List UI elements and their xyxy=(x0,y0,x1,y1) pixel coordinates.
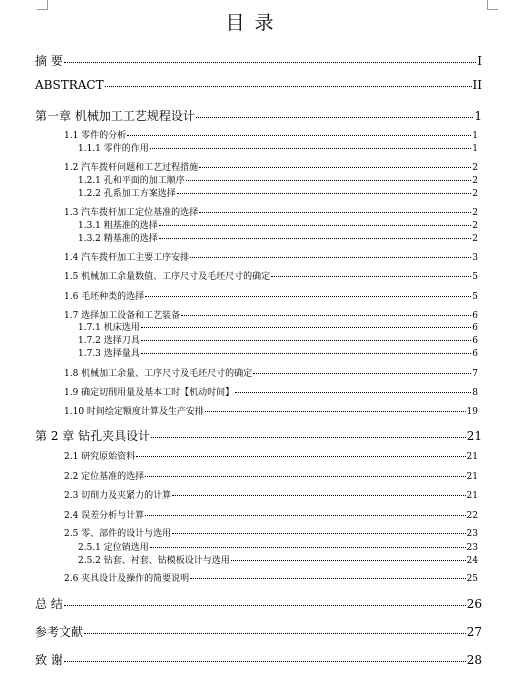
toc-entry-label: 1.9 确定切削用量及基本工时【机动时间】 xyxy=(64,388,235,398)
toc-entry[interactable] xyxy=(64,160,478,173)
toc-entry-label: 1.8 机械加工余量、工序尺寸及毛坯尺寸的确定 xyxy=(64,369,253,379)
toc-entry-page-number: 2 xyxy=(472,234,478,244)
toc-entry-label: 1.4 汽车拨杆加工主要工序安排 xyxy=(64,253,190,263)
toc-dot-leader xyxy=(145,296,471,297)
toc-entry-label: 2.4 误差分析与计算 xyxy=(64,511,145,521)
toc-dot-leader xyxy=(150,148,472,149)
toc-dot-leader xyxy=(235,392,471,393)
toc-entry-label: 摘 要 xyxy=(35,54,63,68)
toc-entry-label: 1.2 汽车拨杆问题和工艺过程措施 xyxy=(64,163,199,173)
toc-entry[interactable] xyxy=(64,404,478,417)
page-title: 目录 xyxy=(225,12,284,34)
toc-entry[interactable] xyxy=(78,540,478,553)
toc-entry-page-number: 26 xyxy=(466,597,482,611)
toc-entry-page-number: 25 xyxy=(466,574,478,584)
toc-entry-label: 1.7.2 选择刀具 xyxy=(78,336,140,346)
toc-dot-leader xyxy=(181,315,471,316)
toc-entry-page-number: 21 xyxy=(466,472,478,482)
toc-entry-label: 2.1 研究原始资料 xyxy=(64,452,136,462)
toc-entry[interactable] xyxy=(78,218,478,231)
toc-entry[interactable] xyxy=(78,186,478,199)
toc-entry-label: 2.5.2 钻套、衬套、钻模板设计与选用 xyxy=(78,556,230,566)
toc-entry[interactable] xyxy=(78,553,478,566)
toc-entry[interactable] xyxy=(64,385,478,398)
toc-entry[interactable] xyxy=(64,508,478,521)
toc-entry-label: 1.2.1 孔和平面的加工顺序 xyxy=(78,176,185,186)
toc-entry-page-number: 7 xyxy=(472,369,478,379)
toc-entry-label: 1.3.2 精基准的选择 xyxy=(78,234,158,244)
toc-entry-label: ABSTRACT xyxy=(35,78,104,92)
toc-entry[interactable] xyxy=(78,231,478,244)
toc-dot-leader xyxy=(190,257,471,258)
toc-entry-page-number: 2 xyxy=(472,163,478,173)
toc-dot-leader xyxy=(172,533,465,534)
toc-dot-leader xyxy=(199,167,471,168)
toc-entry-label: 1.5 机械加工余量数值、工序尺寸及毛坯尺寸的确定 xyxy=(64,272,271,282)
toc-entry-label: 1.1 零件的分析 xyxy=(64,131,127,141)
toc-entry[interactable] xyxy=(64,289,478,302)
toc-dot-leader xyxy=(64,661,466,662)
toc-dot-leader xyxy=(105,86,472,87)
toc-entry-page-number: I xyxy=(477,54,482,68)
toc-entry-page-number: II xyxy=(472,78,482,92)
toc-entry-page-number: 28 xyxy=(466,653,482,667)
toc-dot-leader xyxy=(145,515,465,516)
toc-entry[interactable] xyxy=(64,366,478,379)
toc-entry-label: 1.10 时间绘定额度计算及生产安排 xyxy=(64,407,204,417)
toc-entry-label: 2.3 切削力及夹紧力的计算 xyxy=(64,491,172,501)
toc-dot-leader xyxy=(253,373,471,374)
toc-entry-page-number: 27 xyxy=(466,625,482,639)
toc-dot-leader xyxy=(141,340,472,341)
toc-entry[interactable] xyxy=(64,250,478,263)
toc-dot-leader xyxy=(205,411,466,412)
toc-dot-leader xyxy=(172,495,465,496)
toc-entry[interactable] xyxy=(64,526,478,539)
toc-entry-label: 2.6 夹具设计及操作的简要说明 xyxy=(64,574,190,584)
toc-entry-page-number: 23 xyxy=(466,529,478,539)
toc-entry-label: 2.2 定位基准的选择 xyxy=(64,472,145,482)
toc-entry-page-number: 5 xyxy=(472,272,478,282)
toc-entry-page-number: 6 xyxy=(472,323,478,333)
toc-entry[interactable] xyxy=(64,571,478,584)
toc-entry-page-number: 3 xyxy=(472,253,478,263)
toc-entry-label: 第一章 机械加工工艺规程设计 xyxy=(35,109,195,123)
toc-entry-label: 致 谢 xyxy=(35,653,63,667)
toc-dot-leader xyxy=(145,476,465,477)
toc-dot-leader xyxy=(271,276,471,277)
toc-entry[interactable] xyxy=(35,107,482,124)
toc-entry[interactable] xyxy=(64,128,478,141)
toc-entry-page-number: 23 xyxy=(466,543,478,553)
toc-entry[interactable] xyxy=(35,595,482,612)
toc-entry[interactable] xyxy=(78,320,478,333)
toc-entry-label: 1.7.1 机床选用 xyxy=(78,323,140,333)
toc-entry[interactable] xyxy=(35,651,482,668)
toc-entry-page-number: 21 xyxy=(466,429,482,443)
toc-entry-label: 1.7.3 选择量具 xyxy=(78,349,140,359)
toc-dot-leader xyxy=(141,327,472,328)
toc-dot-leader xyxy=(159,238,472,239)
toc-entry-label: 1.1.1 零件的作用 xyxy=(78,144,149,154)
toc-entry-page-number: 21 xyxy=(466,452,478,462)
toc-entry[interactable] xyxy=(78,141,478,154)
toc-entry[interactable] xyxy=(64,269,478,282)
toc-dot-leader xyxy=(64,605,466,606)
toc-entry-page-number: 6 xyxy=(472,349,478,359)
toc-entry-page-number: 8 xyxy=(472,388,478,398)
toc-dot-leader xyxy=(127,135,471,136)
toc-dot-leader xyxy=(196,117,474,118)
toc-entry-label: 1.7 选择加工设备和工艺装备 xyxy=(64,311,181,321)
toc-entry-label: 第 2 章 钻孔夹具设计 xyxy=(35,429,151,443)
toc-dot-leader xyxy=(141,353,472,354)
toc-entry[interactable] xyxy=(35,78,482,92)
toc-entry-page-number: 2 xyxy=(472,221,478,231)
toc-entry[interactable] xyxy=(35,52,482,69)
toc-dot-leader xyxy=(159,225,472,226)
toc-entry[interactable] xyxy=(35,623,482,640)
toc-entry[interactable] xyxy=(78,333,478,346)
toc-dot-leader xyxy=(136,456,465,457)
toc-entry-page-number: 1 xyxy=(472,131,478,141)
toc-dot-leader xyxy=(84,633,466,634)
toc-entry[interactable] xyxy=(64,469,478,482)
toc-entry-label: 1.3.1 粗基准的选择 xyxy=(78,221,158,231)
toc-entry[interactable] xyxy=(78,173,478,186)
toc-dot-leader xyxy=(199,212,471,213)
toc-entry[interactable] xyxy=(78,346,478,359)
toc-dot-leader xyxy=(190,578,465,579)
toc-entry-page-number: 6 xyxy=(472,311,478,321)
toc-entry-label: 1.3 汽车拨杆加工定位基准的选择 xyxy=(64,208,199,218)
toc-entry-label: 2.5.1 定位销选用 xyxy=(78,543,149,553)
toc-dot-leader xyxy=(151,437,466,438)
toc-entry-label: 总 结 xyxy=(35,597,63,611)
toc-entry-page-number: 22 xyxy=(466,511,478,521)
toc-entry-page-number: 21 xyxy=(466,491,478,501)
toc-entry-page-number: 19 xyxy=(466,407,478,417)
toc-entry-page-number: 2 xyxy=(472,208,478,218)
toc-entry-page-number: 1 xyxy=(472,144,478,154)
toc-entry[interactable] xyxy=(64,205,478,218)
toc-entry-label: 参考文献 xyxy=(35,625,84,639)
toc-entry-page-number: 1 xyxy=(474,109,482,123)
toc-dot-leader xyxy=(186,180,472,181)
toc-entry-page-number: 24 xyxy=(466,556,478,566)
toc-entry-page-number: 6 xyxy=(472,336,478,346)
toc-dot-leader xyxy=(231,560,466,561)
toc-dot-leader xyxy=(64,62,476,63)
toc-dot-leader xyxy=(177,193,472,194)
toc-entry[interactable] xyxy=(35,427,482,444)
toc-entry-page-number: 2 xyxy=(472,176,478,186)
toc-entry-label: 1.2.2 孔系加工方案选择 xyxy=(78,189,176,199)
toc-entry[interactable] xyxy=(64,488,478,501)
toc-dot-leader xyxy=(150,547,466,548)
toc-entry-label: 1.6 毛坯种类的选择 xyxy=(64,292,145,302)
toc-entry[interactable] xyxy=(64,449,478,462)
toc-entry-page-number: 2 xyxy=(472,189,478,199)
toc-entry-page-number: 5 xyxy=(472,292,478,302)
toc-entry-label: 2.5 零、部件的设计与选用 xyxy=(64,529,172,539)
